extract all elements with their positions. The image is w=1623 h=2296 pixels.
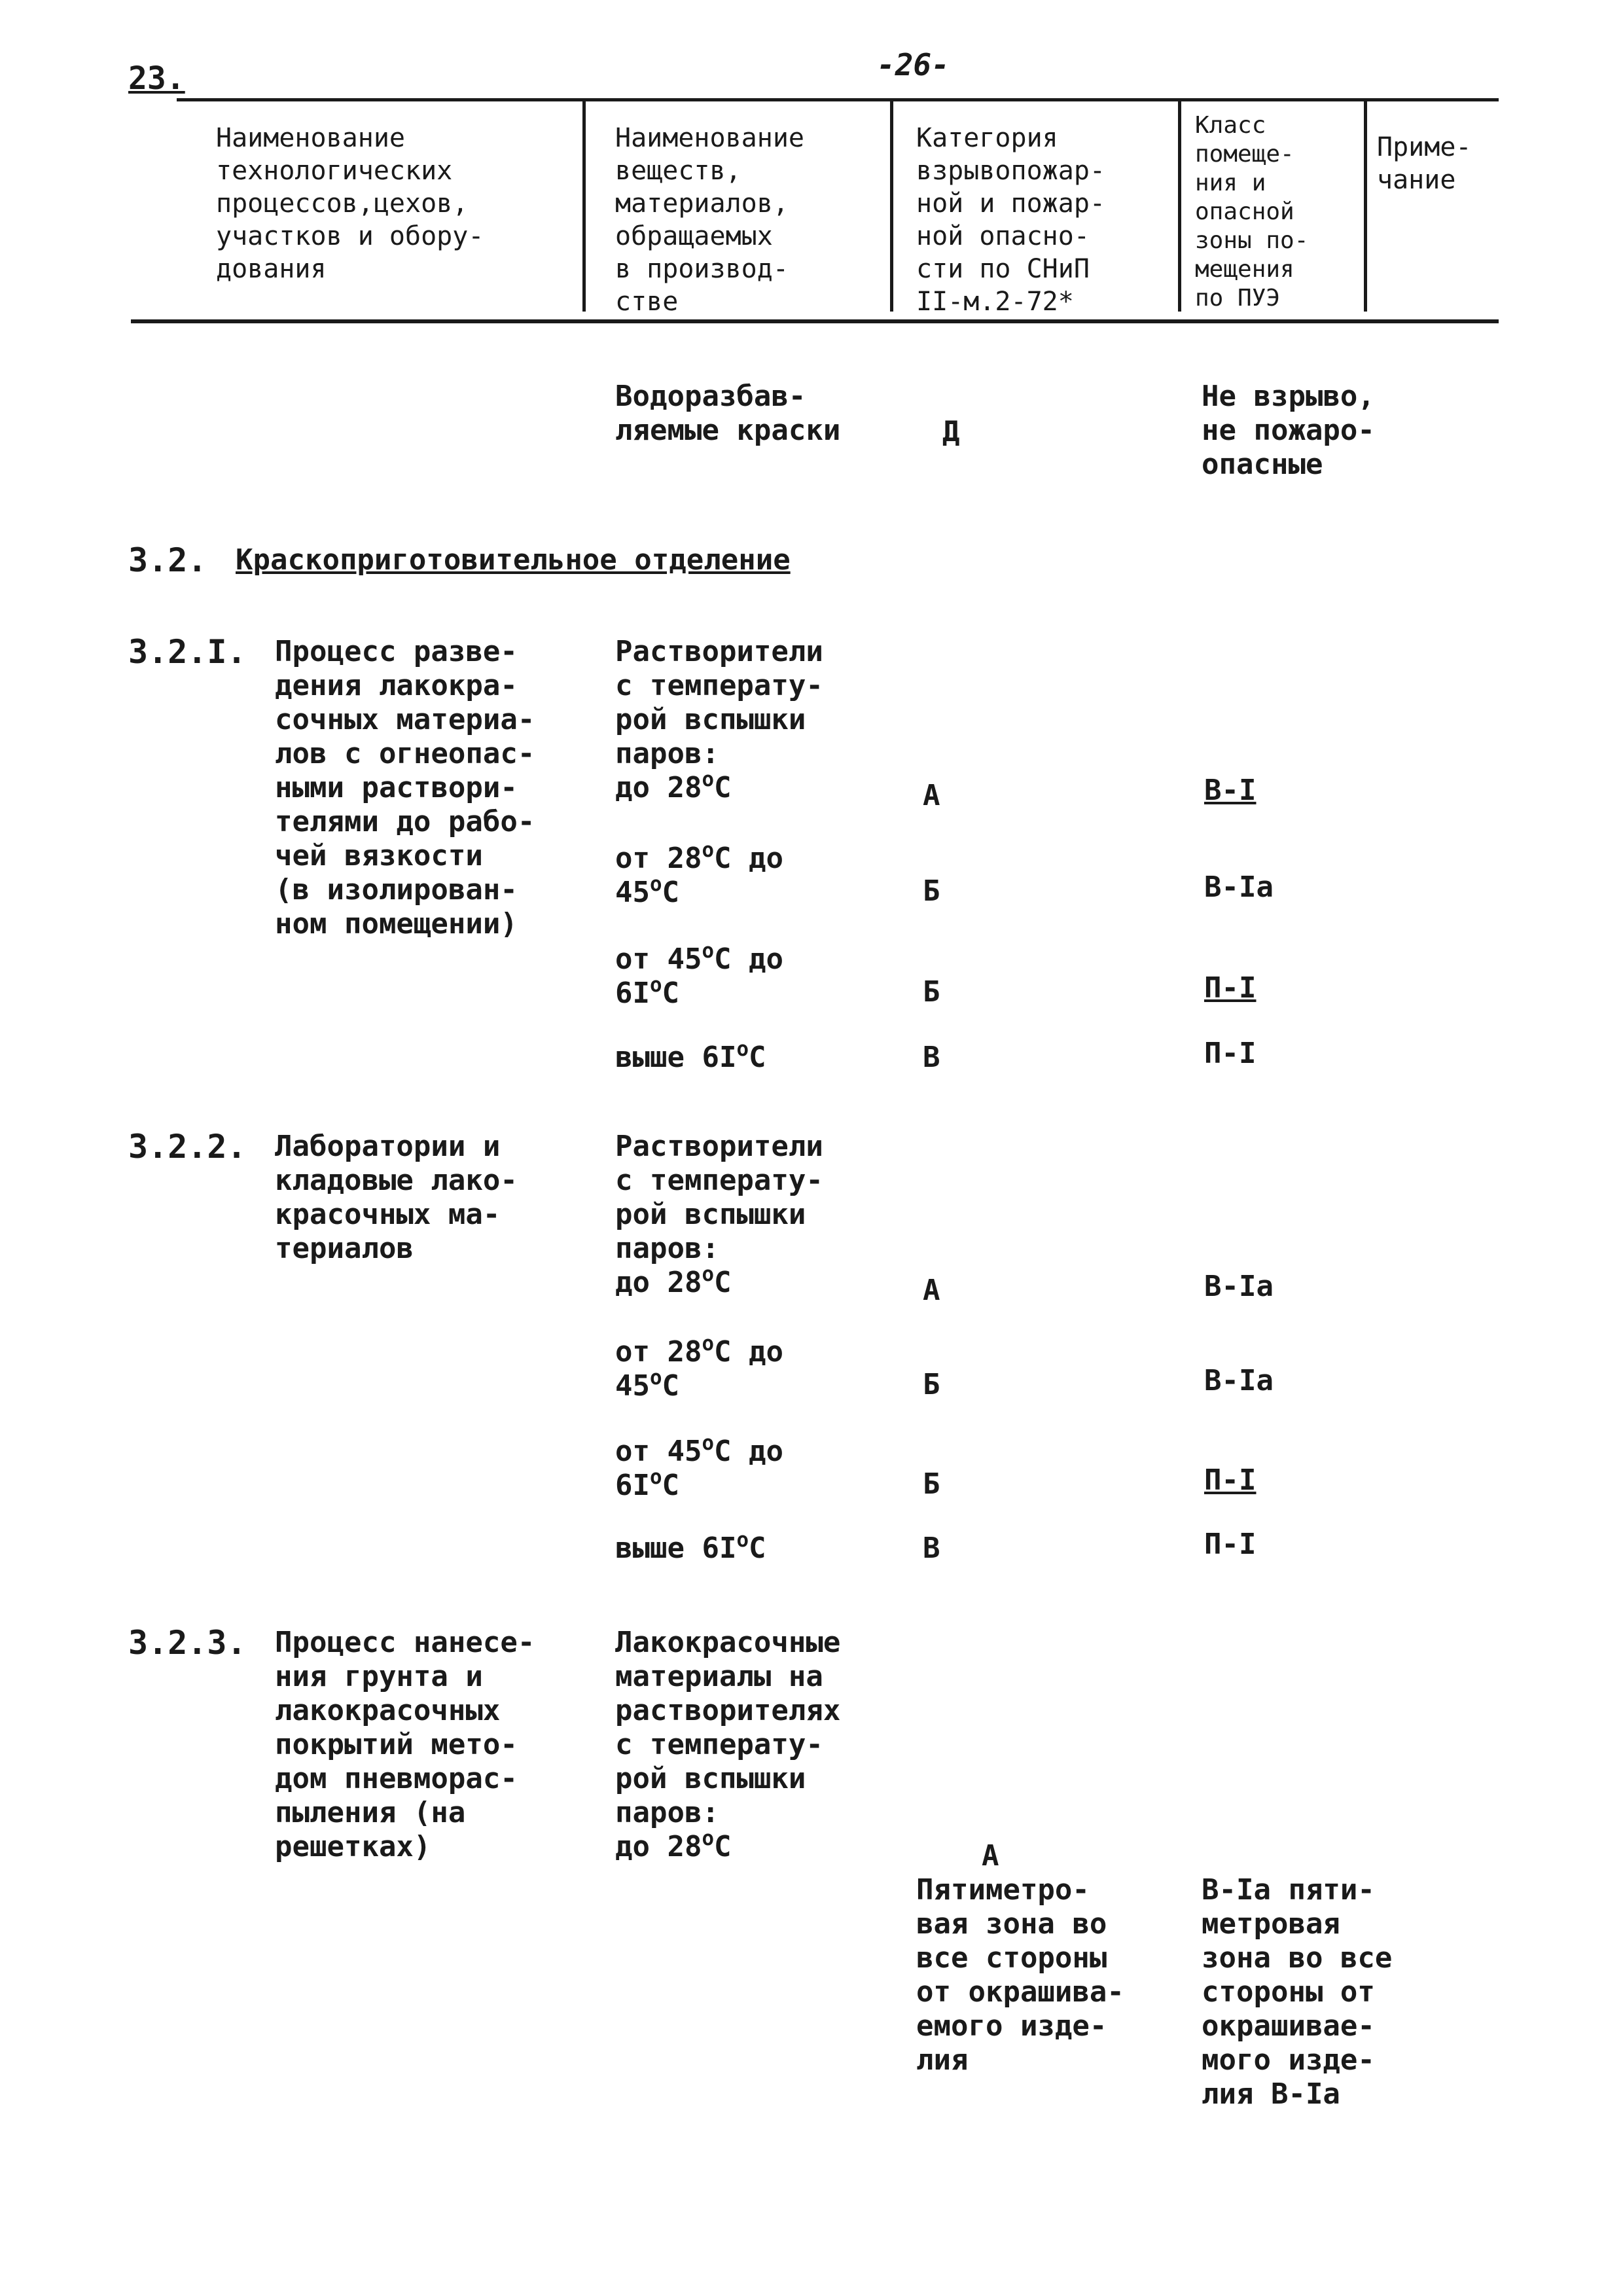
header-bottom-rule [131,319,1499,323]
category-cell: Б [923,874,940,908]
entry-number: 3.2.3. [128,1624,247,1662]
class-cell: В-Iа [1204,1270,1274,1303]
top-row-substance: Водоразбав- ляемые краски [615,380,841,447]
class-cell: П-I [1204,1037,1257,1070]
range-cell: выше $6I^оС$ [615,1037,766,1074]
top-row-category: Д [942,415,960,448]
range-cell: выше $6I^оС$ [615,1528,766,1565]
class-note: В-Iа пяти- метровая зона во все стороны от окрашивае- мого изде- лия В-Iа [1202,1873,1393,2111]
header-divider-1 [582,101,586,312]
range-cell: до $28^оС$ [615,768,732,804]
range-cell: до $28^оС$ [615,1263,732,1299]
entry-substance-head: Растворители с температу- рой вспышки паров: [615,1130,823,1265]
header-divider-2 [890,101,893,312]
class-cell: В-I [1204,774,1257,807]
header-class: Класс помеще- ния и опасной зоны по- мещения по ПУЭ [1195,112,1309,312]
header-notes: Приме- чание [1377,132,1472,195]
document-number: 23. [128,60,185,97]
range-cell: от $28^оС$ до $45^оС$ [615,838,783,909]
class-cell: П-I [1204,1463,1257,1497]
entry-process: Процесс нанесе- ния грунта и лакокрасочных покрытий мето- дом пневморас- пыления (на решетках) [275,1626,535,1863]
range-cell: от $28^оС$ до $45^оС$ [615,1332,783,1403]
section-number: 3.2. [128,541,207,579]
range-cell: от $45^оС$ до $6I^оС$ [615,1431,783,1502]
category-cell: А [923,1274,940,1307]
header-category: Категория взрывопожар- ной и пожар- ной опасно- сти по СНиП II-м.2-72* [916,123,1105,317]
top-row-class: Не взрыво, не пожаро- опасные [1202,380,1375,481]
range-cell: от $45^оС$ до $6I^оС$ [615,939,783,1010]
page-number: -26- [877,47,950,82]
class-cell: В-Iа [1204,870,1274,904]
category-cell: Б [923,975,940,1009]
category-note: Пятиметро- вая зона во все стороны от окрашива- емого изде- лия [916,1873,1124,2077]
category-cell: Б [923,1368,940,1401]
header-divider-3 [1178,101,1181,312]
class-cell: В-Iа [1204,1364,1274,1397]
category-cell: В [923,1532,940,1565]
category-cell: Б [923,1467,940,1501]
entry-number: 3.2.I. [128,633,247,671]
section-title: Краскоприготовительное отделение [236,543,791,577]
header-processes: Наименование технологических процессов,цехов, участков и обору- дования [216,123,484,284]
category-cell: В [923,1041,940,1074]
entry-substance: Лакокрасочные материалы на растворителях с температу- рой вспышки паров: до $28^оС$ [615,1626,841,1863]
category-cell: А [923,779,940,812]
entry-process: Процесс разве- дения лакокра- сочных материа- лов с огнеопас- ными раствори- телями до рабо- чей вязкости (в изолирован- ном помещении) [275,635,535,941]
class-cell: П-I [1204,971,1257,1005]
entry-number: 3.2.2. [128,1128,247,1166]
category-cell: А [982,1839,999,1873]
class-cell: П-I [1204,1528,1257,1561]
entry-process: Лаборатории и кладовые лако- красочных ма- териалов [275,1130,518,1265]
header-substances: Наименование веществ, материалов, обращаемых в производ- стве [615,123,804,317]
header-top-rule [177,98,1499,101]
header-divider-4 [1364,101,1367,312]
entry-substance-head: Растворители с температу- рой вспышки паров: [615,635,823,770]
